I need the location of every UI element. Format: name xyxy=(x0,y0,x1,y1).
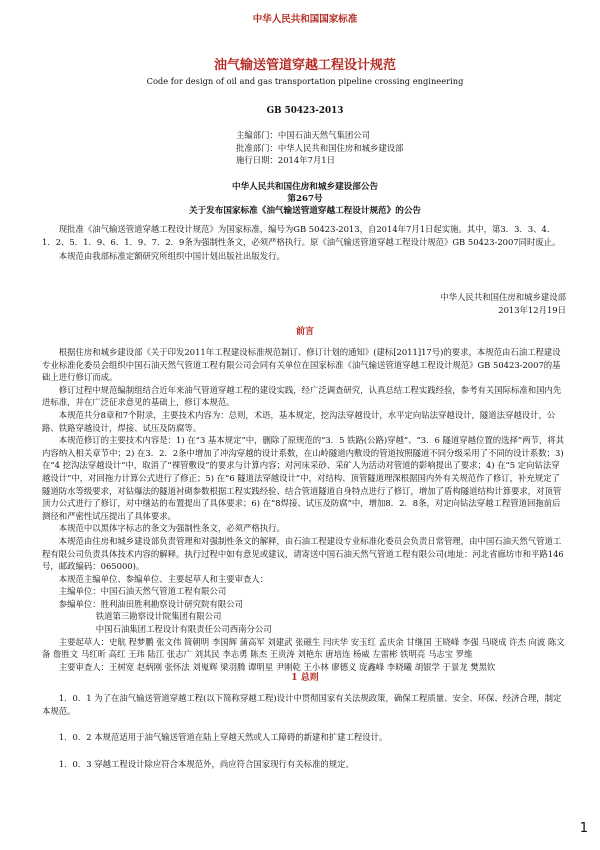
page-number: 1 xyxy=(579,821,588,836)
clause-1-0-1: 1．0．1 为了在油气输送管道穿越工程(以下简称穿越工程)设计中贯彻国家有关法规政策，确保工程质量、安全、环保、经济合理，制定本规范。 xyxy=(42,693,562,716)
preface-paragraph: 参编单位：胜利油田胜利勘察设计研究院有限公司 xyxy=(58,598,244,609)
preface-paragraph: 本规范由住房和城乡建设部负责管理和对强制性条文的解释，由石油工程建设专业标准化委员会负责日常管理，由中国石油天然气管道工程有限公司负责具体技术内容的解释。执行过程中如有意见或建议，请寄送中国石油天然气管道工程有限公司(地址：河北省廊坊市和平路146号，邮政编码：065000)。 xyxy=(42,535,564,572)
announcement-signature-block xyxy=(42,291,566,316)
effective-date: 施行日期：2014年7月1日 xyxy=(236,155,335,166)
preface-paragraph: 根据住房和城乡建设部《关于印发2011年工程建设标准规范制订、修订计划的通知》(建标[2011]17号)的要求，本规范由石油工程建设专业标准化委员会组织中国石油天然气管道工程有限公司会同有关单位在国家标准《油气输送管道穿越工程设计规范》GB 50423-2007的基础上进行修订而成。 xyxy=(42,347,561,383)
preface-paragraph: 本规范共分8章和7个附录，主要技术内容为：总则，术语，基本规定，挖沟法穿越设计，水平定向钻法穿越设计，隧道法穿越设计，公路、铁路穿越设计，焊接、试压及防腐等。 xyxy=(42,409,556,433)
chapter-1-body xyxy=(42,692,568,770)
preface-paragraph: 主要审查人：王树宽 赵炳刚 张怀法 刘嵬辉 梁羽腾 谭明星 尹刚乾 王小林 廖德义 庞鑫峰 李晓曦 胡银学 于景龙 樊黑钦 xyxy=(58,661,496,672)
preface-paragraph: 修订过程中规范编制组结合近年来油气管道穿越工程的建设实践，经广泛调查研究，认真总结工程实践经验，参考有关国际标准和国内先进标准，并在广泛征求意见的基础上，修订本规范。 xyxy=(42,384,562,408)
preface-heading: 前言 xyxy=(295,327,314,337)
standard-code: GB 50423-2013 xyxy=(266,106,344,116)
preface-paragraph: 本规范中以黑体字标志的条文为强制性条文，必须严格执行。 xyxy=(58,523,285,534)
meta-block xyxy=(236,129,536,167)
approval-department: 批准部门：中华人民共和国住房和城乡建设部 xyxy=(236,142,404,153)
announcement-header xyxy=(42,181,568,217)
announcement-issuer: 中华人民共和国住房和城乡建设部公告 xyxy=(231,182,379,192)
preface-paragraph: 主编单位：中国石油天然气管道工程有限公司 xyxy=(58,586,227,597)
national-standard-label: 中华人民共和国国家标准 xyxy=(252,14,358,25)
clause-1-0-3: 1．0．3 穿越工程设计除应符合本规范外，尚应符合国家现行有关标准的规定。 xyxy=(58,758,354,769)
announcement-paragraph-2: 本规范由我部标准定额研究所组织中国计划出版社出版发行。 xyxy=(58,251,285,262)
preface-paragraph: 本规范主编单位、参编单位、主要起草人和主要审查人： xyxy=(58,573,269,584)
preface-paragraph: 铁道第三勘察设计院集团有限公司 xyxy=(95,611,222,622)
preface-paragraph: 中国石油集团工程设计有限责任公司西南分公司 xyxy=(95,624,272,635)
chapter-1-heading: 1 总则 xyxy=(291,673,319,683)
announcement-signature: 中华人民共和国住房和城乡建设部 xyxy=(440,292,566,302)
document-title-en: Code for design of oil and gas transportation pipeline crossing engineering xyxy=(146,76,464,86)
preface-paragraph: 本规范修订的主要技术内容是：1) 在“3 基本规定”中，删除了原规范的“3．5 铁路(公路)穿越”、“3．6 隧道穿越位置的选择”两节，将其内容纳入相关章节中；2) 在3．2．2条中增加了冲沟穿越的设计系数，在山岭隧道内敷设的管道按照隧道不同分级采用了不同的设计系数；3) 在“4 挖沟法穿越设计”中，取消了“裸管敷设”的要求与计算内容；对河床采砂、采矿人为活动对管道的影响提出了要求；4) 在“5 定向钻法穿越设计”中，对回拖力计算公式进行了修正；5) 在“6 隧道法穿越设计”中，对结构、顶管隧道理深根据国内外有关规范作了修订，补充规定了隧道防水等级要求，对钻爆法的隧道衬砌参数根据工程实践经验、结合管道隧道自身特点进行了修订，增加了盾构隧道结构计算要求，对顶管顶力公式进行了修订，对中继站的布置提出了具体要求；6) 在“8焊接、试压及防腐”中，增加8．2．8条，对定向钻法穿越工程管道回拖前后测径和严密性试压提出了具体要求。 xyxy=(42,435,565,521)
clause-1-0-2: 1．0．2 本规范适用于油气输送管道在陆上穿越天然或人工障碍的新建和扩建工程设计。 xyxy=(58,732,388,743)
announcement-body xyxy=(42,223,568,263)
document-title-cn: 油气输送管道穿越工程设计规范 xyxy=(213,58,396,73)
editor-department: 主编部门：中国石油天然气集团公司 xyxy=(236,130,370,140)
announcement-subject: 关于发布国家标准《油气输送管道穿越工程设计规范》的公告 xyxy=(188,206,422,216)
announcement-number: 第267号 xyxy=(287,194,323,204)
announcement-date: 2013年12月19日 xyxy=(498,304,566,315)
preface-body xyxy=(42,346,568,673)
announcement-paragraph-1: 现批准《油气输送管道穿越工程设计规范》为国家标准，编号为GB 50423-2013，自2014年7月1日起实施。其中，第3．3．3、4．1．2、5．1．9、6．1．9、7．2．9条为强制性条文，必须严格执行。原《油气输送管道穿越工程设计规范》GB 50423-2007同时废止。 xyxy=(42,224,561,247)
preface-paragraph: 主要起草人：史航 程梦鹏 张文伟 简朝明 李国辉 蒲高军 刘建武 张磁生 闫庆华 安玉红 孟庆余 甘继国 王晓峰 李强 马晓成 许杰 向波 陈文备 詹胜文 马红昕 高红 王玮 陆江 张志广 刘其民 李志勇 陈杰 王贵涛 刘艳东 唐培连 杨威 左雷彬 铁明亮 马志宝 罗维 xyxy=(42,636,565,660)
